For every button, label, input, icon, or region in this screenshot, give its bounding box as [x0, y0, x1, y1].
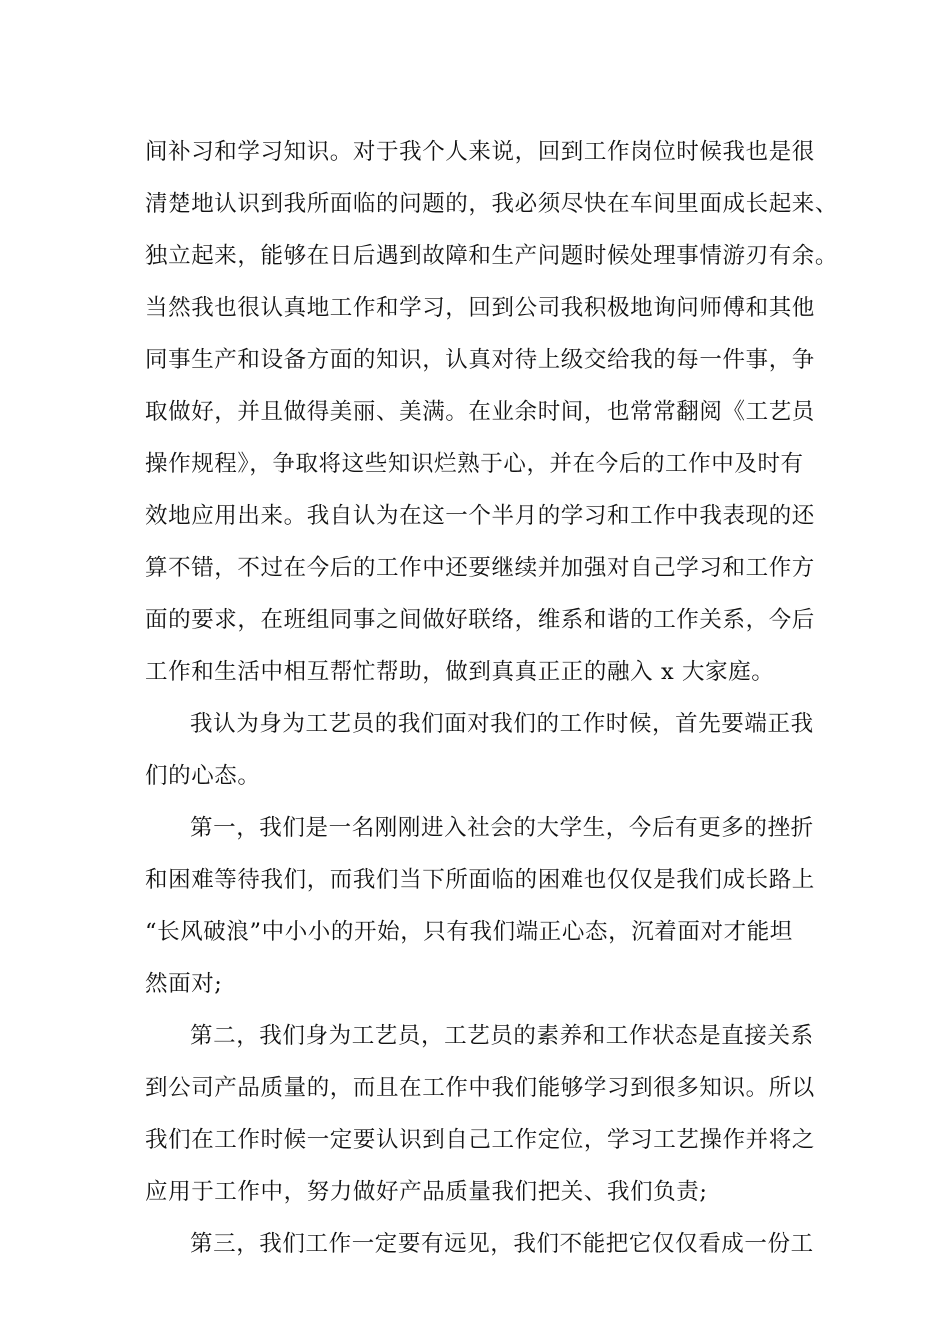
text-line: 操作规程》，争取将这些知识烂熟于心，并在今后的工作中及时有	[145, 451, 804, 477]
text-line: “长风破浪”中小小的开始，只有我们端正心态，沉着面对才能坦	[145, 919, 793, 945]
text-line: 我们在工作时候一定要认识到自己工作定位，学习工艺操作并将之	[145, 1127, 815, 1153]
text-line: 第二，我们身为工艺员，工艺员的素养和工作状态是直接关系	[190, 1023, 814, 1049]
text-line: 间补习和学习知识。对于我个人来说，回到工作岗位时候我也是很	[145, 139, 815, 165]
text-line: 工作和生活中相互帮忙帮助，做到真真正正的融入 x 大家庭。	[145, 659, 775, 685]
text-line: 到公司产品质量的，而且在工作中我们能够学习到很多知识。所以	[145, 1075, 815, 1101]
text-line: 们的心态。	[145, 763, 261, 789]
text-line: 和困难等待我们，而我们当下所面临的困难也仅仅是我们成长路上	[145, 867, 815, 893]
text-line: 算不错，不过在今后的工作中还要继续并加强对自己学习和工作方	[145, 555, 815, 581]
text-line: 应用于工作中，努力做好产品质量我们把关、我们负责;	[145, 1179, 708, 1205]
text-line: 然面对;	[145, 971, 223, 997]
text-line: 我认为身为工艺员的我们面对我们的工作时候，首先要端正我	[190, 711, 814, 737]
text-line: 效地应用出来。我自认为在这一个半月的学习和工作中我表现的还	[145, 503, 815, 529]
text-line: 同事生产和设备方面的知识，认真对待上级交给我的每一件事，争	[145, 347, 815, 373]
text-line: 取做好，并且做得美丽、美满。在业余时间，也常常翻阅《工艺员	[145, 399, 815, 425]
text-line: 清楚地认识到我所面临的问题的，我必须尽快在车间里面成长起来、	[145, 191, 839, 217]
text-line: 当然我也很认真地工作和学习，回到公司我积极地询问师傅和其他	[145, 295, 815, 321]
text-line: 面的要求，在班组同事之间做好联络，维系和谐的工作关系，今后	[145, 607, 815, 633]
text-line: 第三，我们工作一定要有远见，我们不能把它仅仅看成一份工	[190, 1231, 814, 1257]
text-line: 独立起来，能够在日后遇到故障和生产问题时候处理事情游刃有余。	[145, 243, 839, 269]
text-line: 第一，我们是一名刚刚进入社会的大学生，今后有更多的挫折	[190, 815, 814, 841]
